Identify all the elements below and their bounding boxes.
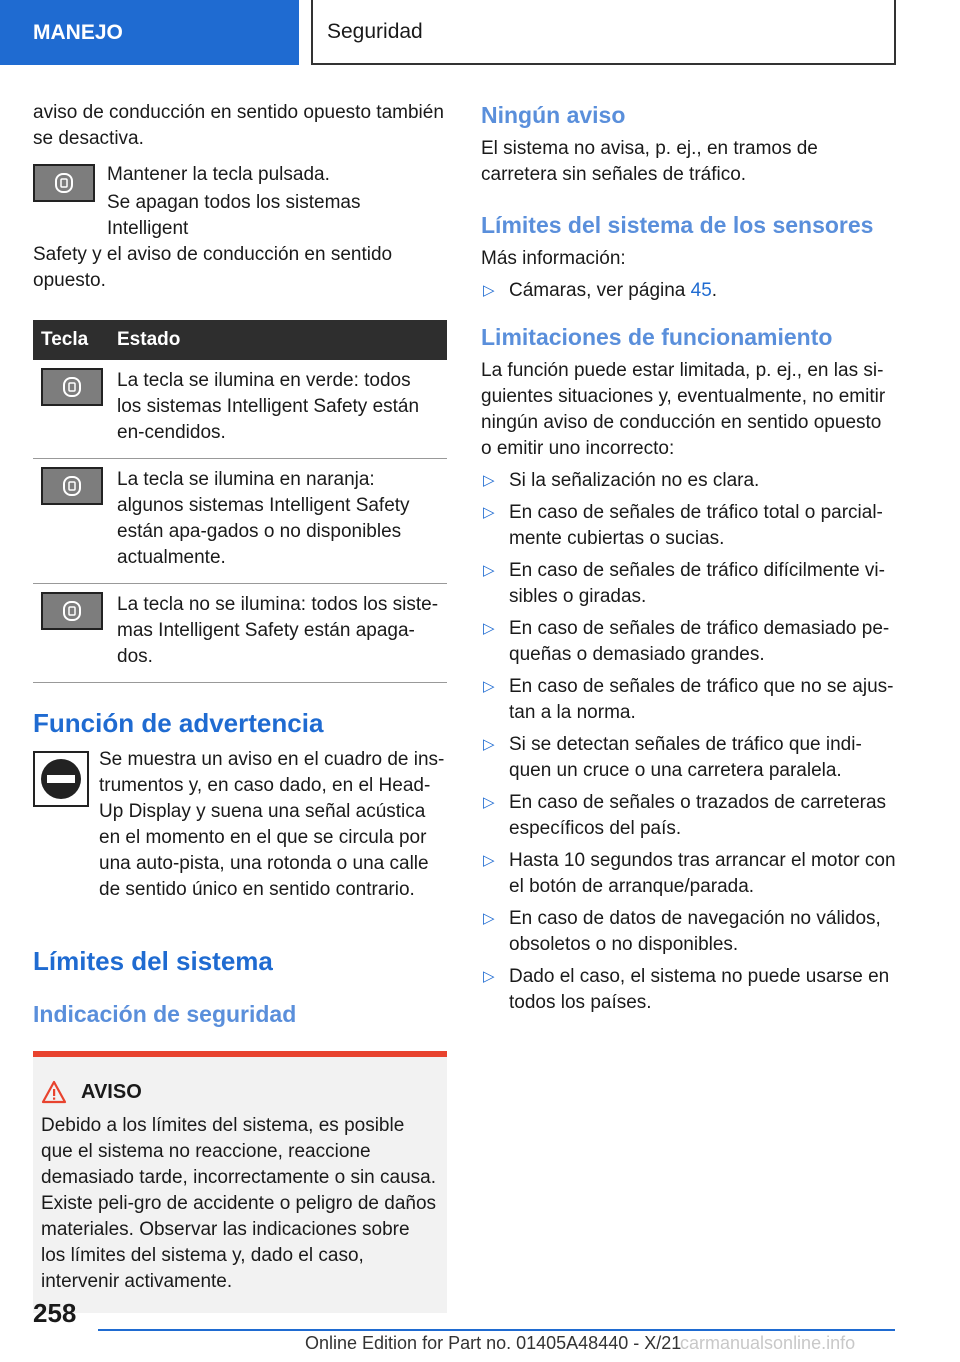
no-warning-text: El sistema no avisa, p. ej., en tramos de carretera sin señales de tráfico. <box>481 138 818 185</box>
triangle-bullet-icon: ▷ <box>483 472 495 489</box>
triangle-bullet-icon: ▷ <box>483 282 495 299</box>
list-item-text: En caso de señales de tráfico demasiado pe-queñas o demasiado grandes. <box>509 618 890 665</box>
intro-paragraph: aviso de conducción en sentido opuesto también se desactiva. <box>33 102 444 149</box>
system-limits-heading: Límites del sistema <box>33 946 273 976</box>
triangle-bullet-icon: ▷ <box>483 736 495 753</box>
sensor-limits-heading: Límites del sistema de los sensores <box>481 212 874 238</box>
triangle-bullet-icon: ▷ <box>483 852 495 869</box>
camera-page-link[interactable]: 45 <box>690 280 712 301</box>
table-row <box>33 584 447 683</box>
section-tab <box>0 0 299 65</box>
list-item <box>481 848 897 900</box>
camera-text-end: . <box>711 280 718 301</box>
triangle-bullet-icon: ▷ <box>483 562 495 579</box>
table-cell-state: La tecla se ilumina en naranja: algunos sistemas Intelligent Safety están apa-gados o no disponibles actualmente. <box>109 459 447 584</box>
table-row <box>33 360 447 459</box>
warning-function-text: Se muestra un aviso en el cuadro de ins-trumentos y, en caso dado, en el Head-Up Display y suena una señal acústica en el momento en el que se circula por una auto-pista, una rotonda o una calle de sentido único en sentido contrario. <box>99 749 445 900</box>
right-column <box>481 100 897 1022</box>
warning-triangle-icon <box>41 1080 67 1104</box>
warning-function-row <box>33 747 447 903</box>
intelligent-safety-key-icon <box>41 467 103 505</box>
list-item <box>481 906 897 958</box>
triangle-bullet-icon: ▷ <box>483 968 495 985</box>
footer-rule <box>98 1329 895 1331</box>
function-limits-text: La función puede estar limitada, p. ej., en las si-guientes situaciones y, eventualmente, no emitir ningún aviso de conducción en sentido opuesto o emitir uno incorrecto: <box>481 360 886 459</box>
camera-text: Cámaras, ver página <box>509 280 691 301</box>
list-item <box>481 468 897 494</box>
list-item-text: Si se detectan señales de tráfico que indi-quen un cruce o una carretera paralela. <box>509 734 862 781</box>
list-item <box>481 616 897 668</box>
list-item <box>481 674 897 726</box>
list-item-text: En caso de señales o trazados de carreteras específicos del país. <box>509 792 887 839</box>
table-cell-state: La tecla no se ilumina: todos los siste-mas Intelligent Safety están apaga-dos. <box>109 584 447 683</box>
table-cell-state: La tecla se ilumina en verde: todos los sistemas Intelligent Safety están en-cendidos. <box>109 360 447 459</box>
hold-key-text: Mantener la tecla pulsada. <box>107 164 330 185</box>
list-item-text: En caso de datos de navegación no válidos, obsoletos o no disponibles. <box>509 908 881 955</box>
function-limits-list <box>481 468 897 1016</box>
list-item <box>481 790 897 842</box>
list-item-text: En caso de señales de tráfico difícilmente vi-sibles o giradas. <box>509 560 885 607</box>
chapter-label: Seguridad <box>327 19 423 43</box>
hold-key-row <box>33 162 447 242</box>
triangle-bullet-icon: ▷ <box>483 678 495 695</box>
no-warning-heading: Ningún aviso <box>481 102 626 128</box>
safety-note-heading: Indicación de seguridad <box>33 1001 297 1027</box>
intelligent-safety-key-icon <box>41 368 103 406</box>
list-item-text: Si la señalización no es clara. <box>509 470 760 491</box>
list-item <box>481 500 897 552</box>
list-item <box>481 558 897 610</box>
off-text-line-1: Se apagan todos los sistemas Intelligent <box>107 192 361 239</box>
more-info-text: Más información: <box>481 248 626 269</box>
list-item <box>481 732 897 784</box>
list-item-text: Dado el caso, el sistema no puede usarse en todos los países. <box>509 966 890 1013</box>
left-column <box>33 100 447 1313</box>
warning-notice-text: Debido a los límites del sistema, es posible que el sistema no reaccione, reaccione demasiado tarde, incorrectamente o sin causa. Existe peli-gro de accidente o peligro de daños materiales. Observar las indicaciones sobre los límites del sistema y, dado el caso, intervenir activamente. <box>41 1115 437 1292</box>
table-header-key: Tecla <box>33 320 109 360</box>
watermark-text: carmanualsonline.info <box>680 1333 856 1353</box>
warning-notice-label: AVISO <box>81 1081 142 1103</box>
list-item <box>481 278 897 304</box>
triangle-bullet-icon: ▷ <box>483 620 495 637</box>
off-text-line-2: Safety y el aviso de conducción en sentido opuesto. <box>33 244 393 291</box>
table-header-state: Estado <box>109 320 447 360</box>
edition-text: Online Edition for Part no. 01405A48440 - X/21 <box>305 1333 682 1353</box>
warning-notice-title <box>41 1079 439 1105</box>
intelligent-safety-key-icon <box>41 592 103 630</box>
list-item-text: En caso de señales de tráfico total o parcial-mente cubiertas o sucias. <box>509 502 883 549</box>
warning-function-heading: Función de advertencia <box>33 708 324 738</box>
table-row <box>33 459 447 584</box>
list-item <box>481 964 897 1016</box>
page-number: 258 <box>33 1298 77 1328</box>
key-state-table <box>33 320 447 683</box>
triangle-bullet-icon: ▷ <box>483 910 495 927</box>
warning-notice-box <box>33 1051 447 1313</box>
section-label: MANEJO <box>33 20 123 44</box>
triangle-bullet-icon: ▷ <box>483 794 495 811</box>
list-item-text: En caso de señales de tráfico que no se ajus-tan a la norma. <box>509 676 894 723</box>
sensor-list <box>481 278 897 304</box>
list-item-text: Hasta 10 segundos tras arrancar el motor con el botón de arranque/parada. <box>509 850 896 897</box>
triangle-bullet-icon: ▷ <box>483 504 495 521</box>
intelligent-safety-key-icon <box>33 164 95 202</box>
chapter-tab <box>311 0 896 65</box>
no-entry-icon <box>33 751 89 807</box>
function-limits-heading: Limitaciones de funcionamiento <box>481 324 833 350</box>
